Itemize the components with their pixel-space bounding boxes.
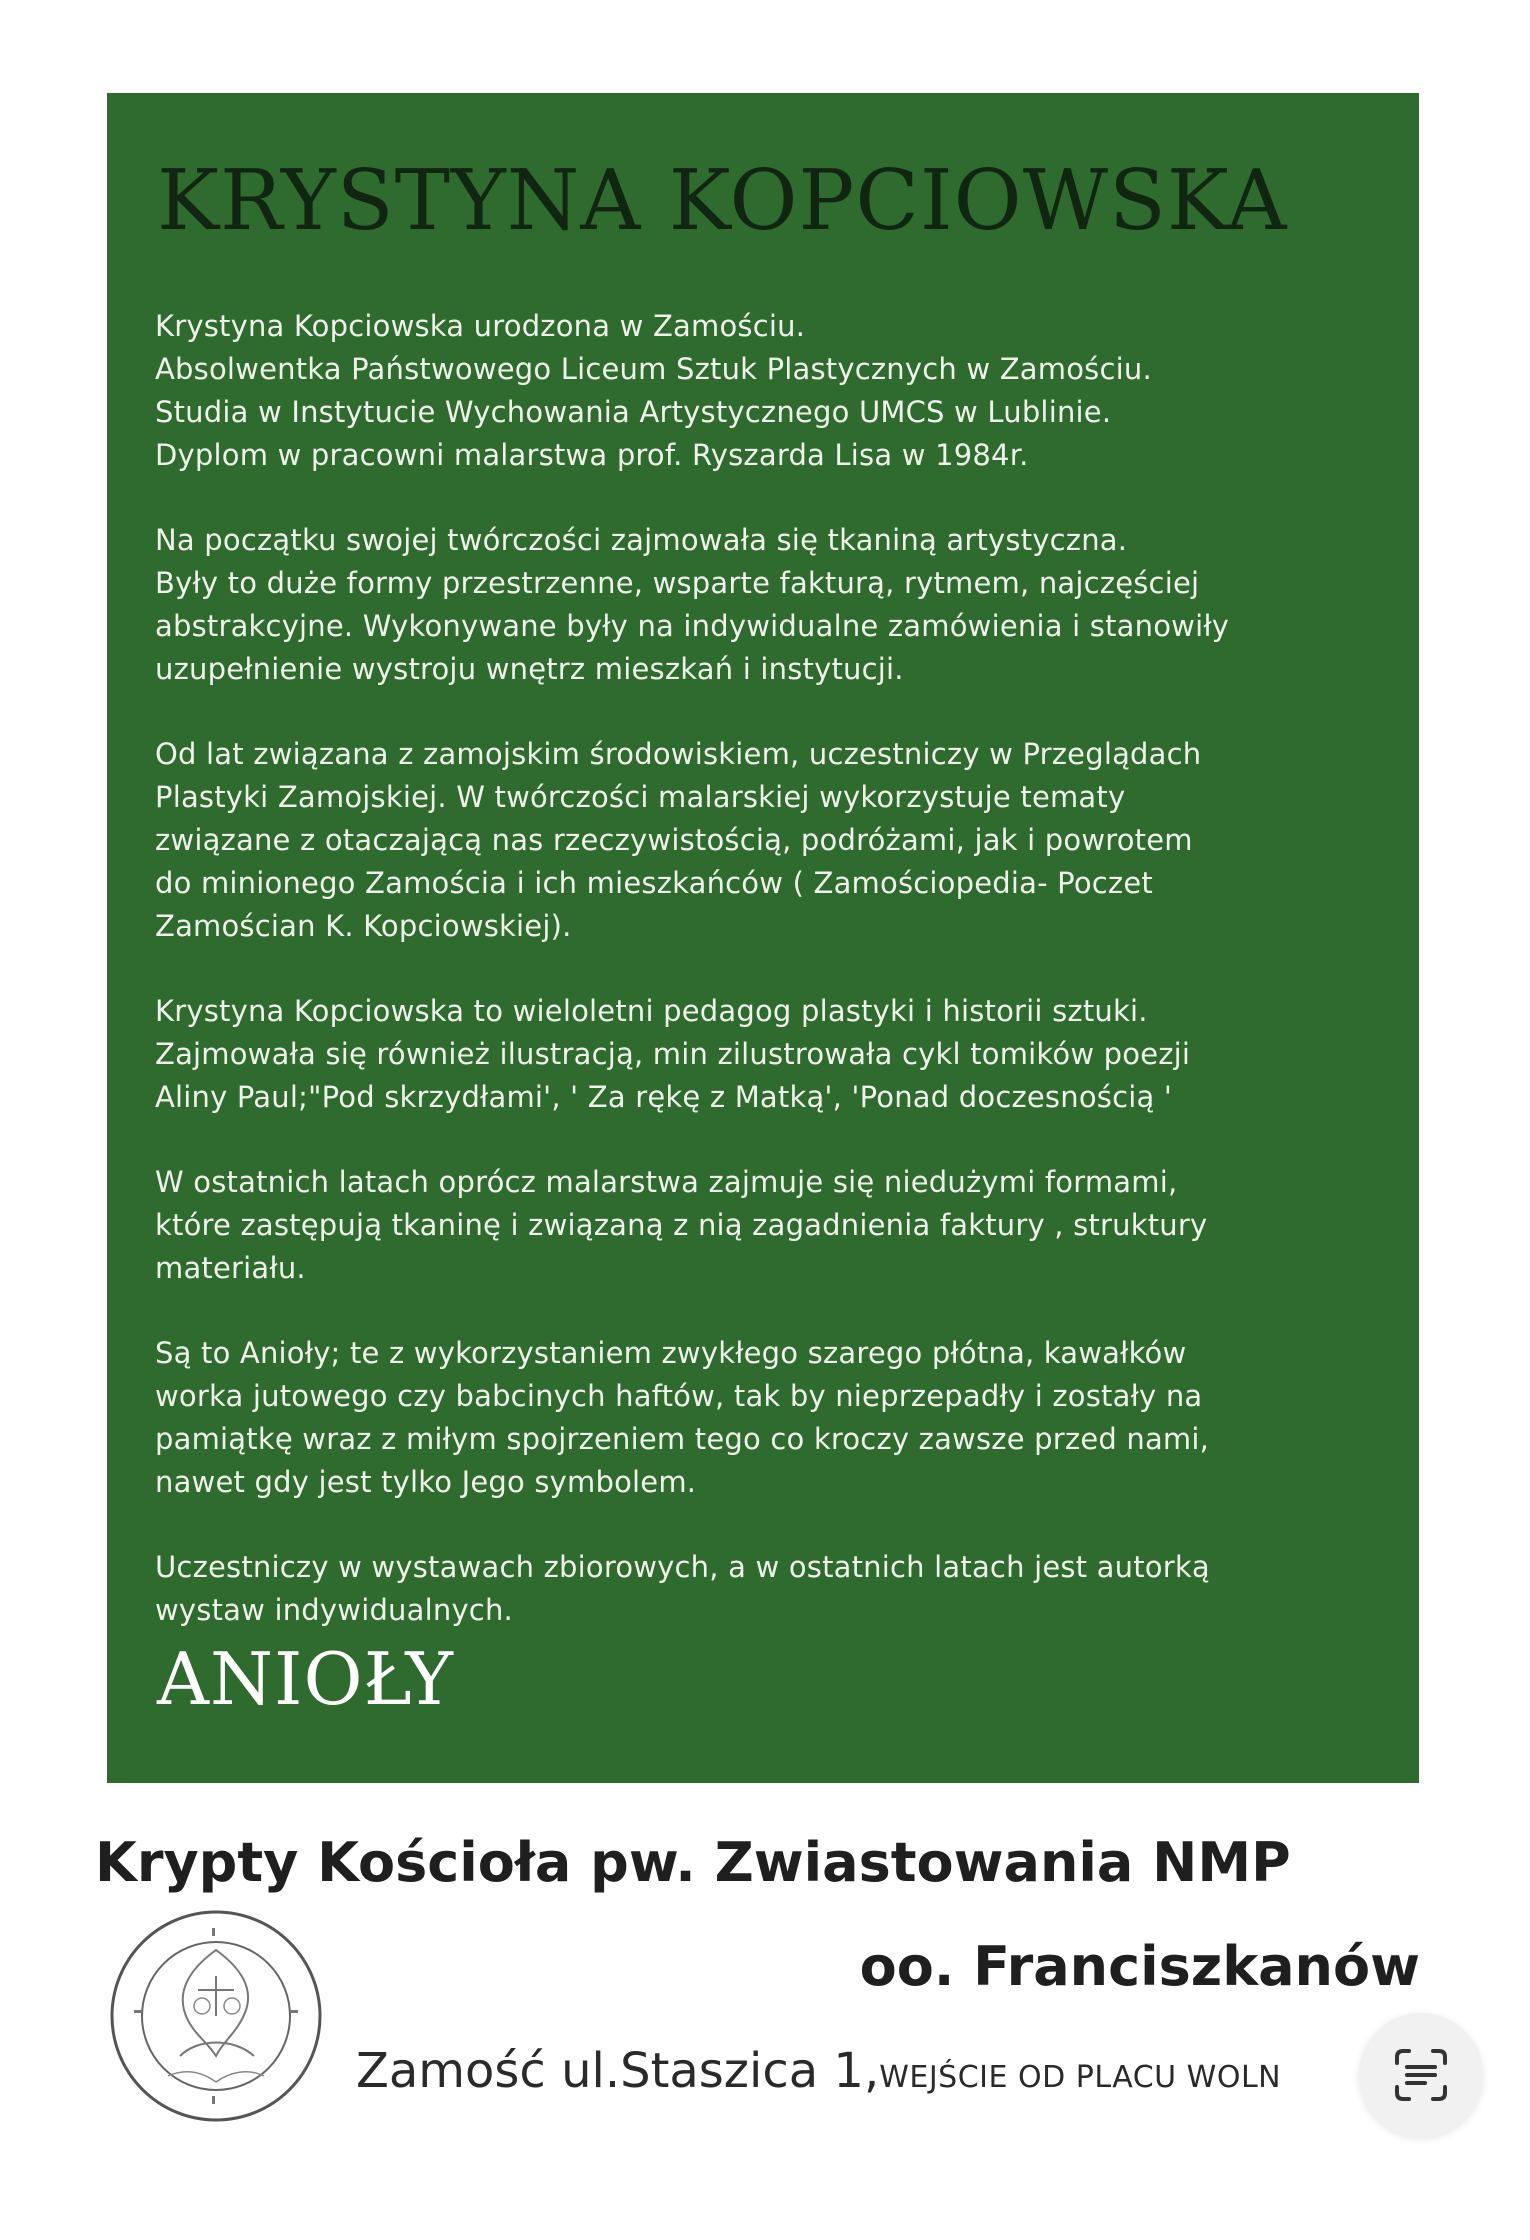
- bio-line: Absolwentka Państwowego Liceum Sztuk Plastycznych w Zamościu.: [155, 352, 1152, 386]
- exhibition-title: ANIOŁY: [157, 1637, 454, 1721]
- bio-line: uzupełnienie wystroju wnętrz mieszkań i instytucji.: [155, 652, 904, 686]
- bio-line: abstrakcyjne. Wykonywane były na indywidualne zamówienia i stanowiły: [155, 609, 1230, 643]
- bio-line: Plastyki Zamojskiej. W twórczości malarskiej wykorzystuje tematy: [155, 780, 1126, 814]
- bio-line: Krystyna Kopciowska urodzona w Zamościu.: [155, 309, 806, 343]
- artist-name: KRYSTYNA KOPCIOWSKA: [157, 152, 1288, 249]
- bio-line: Na początku swojej twórczości zajmowała się tkaniną artystyczna.: [155, 523, 1128, 557]
- bio-line: do minionego Zamościa i ich mieszkańców ( Zamościopedia- Poczet: [155, 866, 1153, 900]
- bio-line: Zamościan K. Kopciowskiej).: [155, 909, 572, 943]
- bio-line: Uczestniczy w wystawach zbiorowych, a w ostatnich latach jest autorką: [155, 1550, 1210, 1584]
- bio-line: Studia w Instytucie Wychowania Artystycznego UMCS w Lublinie.: [155, 395, 1112, 429]
- address-entrance: WEJŚCIE OD PLACU WOLN: [879, 2060, 1282, 2095]
- bio-paragraph: [155, 1332, 1395, 1504]
- bio-paragraph: [155, 990, 1395, 1119]
- biography: [155, 305, 1395, 1674]
- bio-line: Aliny Paul;"Pod skrzydłami', ' Za rękę z Matką', 'Ponad doczesnością ': [155, 1080, 1173, 1114]
- bio-line: W ostatnich latach oprócz malarstwa zajmuje się niedużymi formami,: [155, 1165, 1178, 1199]
- bio-line: wystaw indywidualnych.: [155, 1593, 513, 1627]
- venue-name: Krypty Kościoła pw. Zwiastowania NMP: [95, 1831, 1291, 1894]
- bio-line: nawet gdy jest tylko Jego symbolem.: [155, 1465, 697, 1499]
- bio-line: związane z otaczającą nas rzeczywistością, podróżami, jak i powrotem: [155, 823, 1193, 857]
- parish-seal-icon: [106, 1906, 326, 2126]
- bio-line: Dyplom w pracowni malarstwa prof. Ryszarda Lisa w 1984r.: [155, 438, 1029, 472]
- bio-line: Były to duże formy przestrzenne, wsparte fakturą, rytmem, najczęściej: [155, 566, 1200, 600]
- address: [356, 2040, 1281, 2109]
- text-scan-icon: [1389, 2043, 1453, 2107]
- bio-line: worka jutowego czy babcinych haftów, tak by nieprzepadły i zostały na: [155, 1379, 1203, 1413]
- address-street: Zamość ul.Staszica 1,: [356, 2043, 880, 2099]
- bio-line: materiału.: [155, 1251, 306, 1285]
- bio-paragraph: [155, 519, 1395, 691]
- poster-panel: [107, 93, 1419, 1783]
- bio-line: Zajmowała się również ilustracją, min zilustrowała cykl tomików poezji: [155, 1037, 1191, 1071]
- bio-line: Krystyna Kopciowska to wieloletni pedagog plastyki i historii sztuki.: [155, 994, 1148, 1028]
- bio-paragraph: [155, 1546, 1395, 1632]
- bio-paragraph: [155, 1161, 1395, 1290]
- text-scan-button[interactable]: [1359, 2013, 1483, 2137]
- bio-paragraph: [155, 305, 1395, 477]
- venue-order: oo. Franciszkanów: [859, 1935, 1420, 1998]
- bio-line: Od lat związana z zamojskim środowiskiem, uczestniczy w Przeglądach: [155, 737, 1202, 771]
- bio-line: które zastępują tkaninę i związaną z nią zagadnienia faktury , struktury: [155, 1208, 1208, 1242]
- bio-paragraph: [155, 733, 1395, 948]
- bio-line: Są to Anioły; te z wykorzystaniem zwykłego szarego płótna, kawałków: [155, 1336, 1187, 1370]
- bio-line: pamiątkę wraz z miłym spojrzeniem tego co kroczy zawsze przed nami,: [155, 1422, 1210, 1456]
